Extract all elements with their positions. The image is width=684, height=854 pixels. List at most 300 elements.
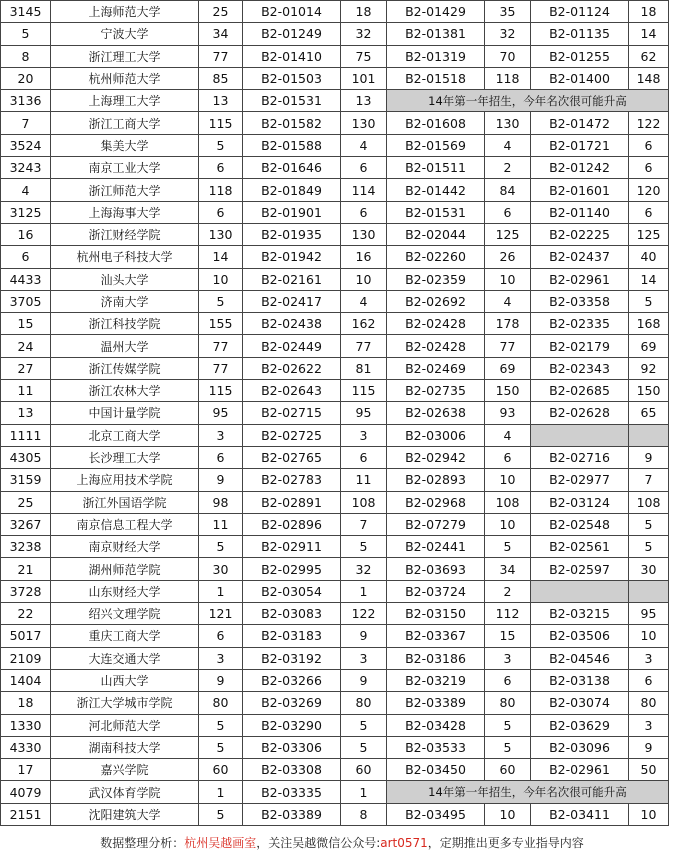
plan-count: 1 — [199, 580, 243, 602]
rank-2013: B2-02044 — [387, 223, 485, 245]
rank-2012: B2-03506 — [531, 625, 629, 647]
rank-2013: B2-01569 — [387, 134, 485, 156]
rank-2012: B2-01472 — [531, 112, 629, 134]
table-row — [1, 580, 669, 602]
plan-count: 14 — [199, 246, 243, 268]
rank-2013: B2-02942 — [387, 446, 485, 468]
count-2014: 80 — [341, 692, 387, 714]
rank-2013: B2-02692 — [387, 290, 485, 312]
count-2012: 10 — [629, 803, 669, 825]
count-2014: 108 — [341, 491, 387, 513]
rank-2012: B2-01400 — [531, 67, 629, 89]
school-name: 宁波大学 — [51, 23, 199, 45]
count-2014: 5 — [341, 536, 387, 558]
school-code: 3136 — [1, 90, 51, 112]
count-2014: 101 — [341, 67, 387, 89]
school-name: 河北师范大学 — [51, 714, 199, 736]
count-2013: 10 — [485, 268, 531, 290]
plan-count: 3 — [199, 647, 243, 669]
school-name: 杭州师范大学 — [51, 67, 199, 89]
count-2013: 4 — [485, 290, 531, 312]
school-code: 3159 — [1, 469, 51, 491]
rank-2012: B2-03138 — [531, 669, 629, 691]
school-name: 武汉体育学院 — [51, 781, 199, 803]
table-row — [1, 669, 669, 691]
plan-count: 5 — [199, 736, 243, 758]
count-2013: 10 — [485, 513, 531, 535]
table-row — [1, 402, 669, 424]
rank-2014: B2-02449 — [243, 335, 341, 357]
rank-2013: B2-01429 — [387, 1, 485, 23]
school-code: 3238 — [1, 536, 51, 558]
table-row — [1, 803, 669, 825]
table-row — [1, 603, 669, 625]
table-row — [1, 179, 669, 201]
rank-2013: B2-03006 — [387, 424, 485, 446]
count-2013: 130 — [485, 112, 531, 134]
school-code: 22 — [1, 603, 51, 625]
count-2012: 122 — [629, 112, 669, 134]
count-2012: 6 — [629, 157, 669, 179]
count-2012: 148 — [629, 67, 669, 89]
count-2013: 4 — [485, 424, 531, 446]
rank-2013: B2-02428 — [387, 335, 485, 357]
school-name: 汕头大学 — [51, 268, 199, 290]
school-name: 中国计量学院 — [51, 402, 199, 424]
rank-2012: B2-01140 — [531, 201, 629, 223]
count-2012: 40 — [629, 246, 669, 268]
count-2013: 178 — [485, 313, 531, 335]
count-2014: 60 — [341, 759, 387, 781]
school-name: 上海师范大学 — [51, 1, 199, 23]
school-code: 25 — [1, 491, 51, 513]
school-name: 浙江农林大学 — [51, 380, 199, 402]
school-code: 5017 — [1, 625, 51, 647]
table-row — [1, 290, 669, 312]
table-row — [1, 513, 669, 535]
school-name: 长沙理工大学 — [51, 446, 199, 468]
plan-count: 11 — [199, 513, 243, 535]
count-2013: 125 — [485, 223, 531, 245]
count-2014: 115 — [341, 380, 387, 402]
count-2013: 84 — [485, 179, 531, 201]
rank-2012: B2-02977 — [531, 469, 629, 491]
rank-2014: B2-03083 — [243, 603, 341, 625]
plan-count: 115 — [199, 380, 243, 402]
table-row — [1, 112, 669, 134]
rank-2014: B2-02643 — [243, 380, 341, 402]
rank-2014: B2-03266 — [243, 669, 341, 691]
rank-2012: B2-01255 — [531, 45, 629, 67]
count-2013: 60 — [485, 759, 531, 781]
count-2013: 2 — [485, 157, 531, 179]
rank-2012: B2-02335 — [531, 313, 629, 335]
count-2012: 125 — [629, 223, 669, 245]
school-code: 3243 — [1, 157, 51, 179]
rank-2012: B2-02716 — [531, 446, 629, 468]
count-2012: 92 — [629, 357, 669, 379]
count-2012: 95 — [629, 603, 669, 625]
rank-2013: B2-01518 — [387, 67, 485, 89]
count-2014: 4 — [341, 134, 387, 156]
school-name: 南京信息工程大学 — [51, 513, 199, 535]
count-2012: 3 — [629, 714, 669, 736]
rank-2014: B2-02725 — [243, 424, 341, 446]
plan-count: 77 — [199, 45, 243, 67]
rank-2014: B2-01410 — [243, 45, 341, 67]
rank-2013: B2-03389 — [387, 692, 485, 714]
count-2012: 10 — [629, 625, 669, 647]
rank-2014: B2-01531 — [243, 90, 341, 112]
count-2012: 3 — [629, 647, 669, 669]
empty-cell — [629, 424, 669, 446]
school-name: 南京工业大学 — [51, 157, 199, 179]
count-2014: 11 — [341, 469, 387, 491]
count-2012: 108 — [629, 491, 669, 513]
rank-2014: B2-01935 — [243, 223, 341, 245]
count-2012: 120 — [629, 179, 669, 201]
table-row — [1, 335, 669, 357]
rank-2012: B2-03629 — [531, 714, 629, 736]
school-name: 集美大学 — [51, 134, 199, 156]
school-name: 北京工商大学 — [51, 424, 199, 446]
empty-cell — [629, 580, 669, 602]
school-name: 浙江传媒学院 — [51, 357, 199, 379]
count-2012: 5 — [629, 513, 669, 535]
count-2013: 6 — [485, 669, 531, 691]
plan-count: 60 — [199, 759, 243, 781]
rank-2013: B2-02260 — [387, 246, 485, 268]
rank-2013: B2-02735 — [387, 380, 485, 402]
plan-count: 80 — [199, 692, 243, 714]
count-2014: 7 — [341, 513, 387, 535]
school-code: 11 — [1, 380, 51, 402]
rank-2012: B2-02597 — [531, 558, 629, 580]
table-row — [1, 201, 669, 223]
plan-count: 34 — [199, 23, 243, 45]
count-2013: 108 — [485, 491, 531, 513]
count-2012: 150 — [629, 380, 669, 402]
rank-2013: B2-02638 — [387, 402, 485, 424]
school-code: 4 — [1, 179, 51, 201]
count-2013: 80 — [485, 692, 531, 714]
school-code: 3267 — [1, 513, 51, 535]
rank-2014: B2-03389 — [243, 803, 341, 825]
school-name: 湖州师范学院 — [51, 558, 199, 580]
count-2014: 81 — [341, 357, 387, 379]
rank-2013: B2-01381 — [387, 23, 485, 45]
count-2013: 77 — [485, 335, 531, 357]
count-2013: 26 — [485, 246, 531, 268]
rank-2013: B2-02893 — [387, 469, 485, 491]
plan-count: 6 — [199, 201, 243, 223]
rank-2012: B2-01242 — [531, 157, 629, 179]
plan-count: 77 — [199, 357, 243, 379]
count-2012: 50 — [629, 759, 669, 781]
school-name: 重庆工商大学 — [51, 625, 199, 647]
rank-2012: B2-02685 — [531, 380, 629, 402]
table-row — [1, 45, 669, 67]
studio-name: 杭州吴越画室 — [184, 836, 257, 850]
table-row — [1, 67, 669, 89]
school-code: 2151 — [1, 803, 51, 825]
school-code: 4079 — [1, 781, 51, 803]
count-2012: 5 — [629, 536, 669, 558]
table-row — [1, 23, 669, 45]
school-code: 24 — [1, 335, 51, 357]
rank-2013: B2-03219 — [387, 669, 485, 691]
count-2014: 122 — [341, 603, 387, 625]
count-2014: 3 — [341, 424, 387, 446]
count-2013: 34 — [485, 558, 531, 580]
school-code: 4433 — [1, 268, 51, 290]
count-2013: 5 — [485, 536, 531, 558]
rank-2012: B2-03124 — [531, 491, 629, 513]
rank-2012: B2-02561 — [531, 536, 629, 558]
count-2014: 10 — [341, 268, 387, 290]
plan-count: 6 — [199, 446, 243, 468]
school-code: 15 — [1, 313, 51, 335]
table-row — [1, 469, 669, 491]
rank-2014: B2-01503 — [243, 67, 341, 89]
rank-2013: B2-03533 — [387, 736, 485, 758]
table-body — [1, 1, 669, 826]
table-row — [1, 647, 669, 669]
school-name: 上海应用技术学院 — [51, 469, 199, 491]
table-row — [1, 536, 669, 558]
school-code: 21 — [1, 558, 51, 580]
table-row — [1, 268, 669, 290]
table-row — [1, 759, 669, 781]
school-name: 浙江科技学院 — [51, 313, 199, 335]
rank-2013: B2-03724 — [387, 580, 485, 602]
plan-count: 1 — [199, 781, 243, 803]
rank-2012: B2-04546 — [531, 647, 629, 669]
rank-2013: B2-01319 — [387, 45, 485, 67]
rank-2014: B2-02896 — [243, 513, 341, 535]
plan-count: 13 — [199, 90, 243, 112]
count-2014: 5 — [341, 736, 387, 758]
count-2014: 1 — [341, 781, 387, 803]
school-name: 浙江工商大学 — [51, 112, 199, 134]
rank-2012: B2-02961 — [531, 268, 629, 290]
rank-2014: B2-03308 — [243, 759, 341, 781]
count-2014: 75 — [341, 45, 387, 67]
table-row — [1, 625, 669, 647]
rank-2013: B2-03693 — [387, 558, 485, 580]
rank-2013: B2-01608 — [387, 112, 485, 134]
rank-2013: B2-03150 — [387, 603, 485, 625]
count-2014: 77 — [341, 335, 387, 357]
school-code: 6 — [1, 246, 51, 268]
rank-2012: B2-01124 — [531, 1, 629, 23]
table-row — [1, 357, 669, 379]
rank-2014: B2-03335 — [243, 781, 341, 803]
plan-count: 30 — [199, 558, 243, 580]
count-2014: 6 — [341, 446, 387, 468]
rank-2014: B2-02783 — [243, 469, 341, 491]
count-2014: 5 — [341, 714, 387, 736]
school-code: 3728 — [1, 580, 51, 602]
rank-2012: B2-01601 — [531, 179, 629, 201]
plan-count: 85 — [199, 67, 243, 89]
school-name: 浙江外国语学院 — [51, 491, 199, 513]
count-2012: 6 — [629, 134, 669, 156]
table-row — [1, 157, 669, 179]
rank-2013: B2-03495 — [387, 803, 485, 825]
table-row — [1, 90, 669, 112]
school-name: 上海理工大学 — [51, 90, 199, 112]
plan-count: 10 — [199, 268, 243, 290]
school-code: 1330 — [1, 714, 51, 736]
footer-note — [0, 834, 684, 851]
school-code: 8 — [1, 45, 51, 67]
rank-2012: B2-03215 — [531, 603, 629, 625]
rank-2014: B2-03290 — [243, 714, 341, 736]
plan-count: 5 — [199, 803, 243, 825]
rank-2014: B2-02765 — [243, 446, 341, 468]
table-row — [1, 1, 669, 23]
rank-2013: B2-02469 — [387, 357, 485, 379]
school-name: 山东财经大学 — [51, 580, 199, 602]
count-2013: 4 — [485, 134, 531, 156]
rank-2013: B2-02428 — [387, 313, 485, 335]
school-name: 温州大学 — [51, 335, 199, 357]
plan-count: 130 — [199, 223, 243, 245]
count-2013: 6 — [485, 201, 531, 223]
rank-2012: B2-02179 — [531, 335, 629, 357]
count-2013: 5 — [485, 714, 531, 736]
count-2014: 18 — [341, 1, 387, 23]
count-2012: 30 — [629, 558, 669, 580]
count-2012: 9 — [629, 446, 669, 468]
school-code: 4330 — [1, 736, 51, 758]
rank-2012: B2-03096 — [531, 736, 629, 758]
table-row — [1, 246, 669, 268]
count-2012: 62 — [629, 45, 669, 67]
plan-count: 9 — [199, 669, 243, 691]
rank-2012: B2-02628 — [531, 402, 629, 424]
school-code: 3125 — [1, 201, 51, 223]
school-code: 17 — [1, 759, 51, 781]
school-code: 1404 — [1, 669, 51, 691]
rank-2014: B2-01249 — [243, 23, 341, 45]
first-year-note: 14年第一年招生，今年名次很可能升高 — [387, 781, 669, 803]
school-name: 绍兴文理学院 — [51, 603, 199, 625]
footer-middle: ，关注吴越微信公众号: — [256, 836, 381, 850]
rank-2012: B2-02437 — [531, 246, 629, 268]
school-name: 南京财经大学 — [51, 536, 199, 558]
table-row — [1, 736, 669, 758]
rank-2013: B2-03186 — [387, 647, 485, 669]
count-2013: 35 — [485, 1, 531, 23]
empty-cell — [531, 424, 629, 446]
rank-2013: B2-01511 — [387, 157, 485, 179]
school-name: 济南大学 — [51, 290, 199, 312]
rank-2013: B2-03450 — [387, 759, 485, 781]
rank-2014: B2-02622 — [243, 357, 341, 379]
school-code: 5 — [1, 23, 51, 45]
rank-2013: B2-03367 — [387, 625, 485, 647]
rank-2012: B2-01135 — [531, 23, 629, 45]
plan-count: 9 — [199, 469, 243, 491]
school-code: 3524 — [1, 134, 51, 156]
count-2012: 7 — [629, 469, 669, 491]
rank-2013: B2-01531 — [387, 201, 485, 223]
rank-2013: B2-02359 — [387, 268, 485, 290]
count-2013: 2 — [485, 580, 531, 602]
rank-2012: B2-02961 — [531, 759, 629, 781]
count-2012: 9 — [629, 736, 669, 758]
wechat-account: art0571 — [380, 836, 428, 850]
count-2014: 130 — [341, 112, 387, 134]
rank-2014: B2-02911 — [243, 536, 341, 558]
rank-2014: B2-03183 — [243, 625, 341, 647]
empty-cell — [531, 580, 629, 602]
count-2013: 69 — [485, 357, 531, 379]
table-row — [1, 313, 669, 335]
plan-count: 6 — [199, 157, 243, 179]
rank-2014: B2-03054 — [243, 580, 341, 602]
school-code: 16 — [1, 223, 51, 245]
count-2013: 3 — [485, 647, 531, 669]
rank-2014: B2-03192 — [243, 647, 341, 669]
plan-count: 5 — [199, 536, 243, 558]
rank-2014: B2-02417 — [243, 290, 341, 312]
school-code: 7 — [1, 112, 51, 134]
rank-2012: B2-03358 — [531, 290, 629, 312]
count-2012: 5 — [629, 290, 669, 312]
school-code: 13 — [1, 402, 51, 424]
school-name: 山西大学 — [51, 669, 199, 691]
school-name: 浙江理工大学 — [51, 45, 199, 67]
count-2012: 18 — [629, 1, 669, 23]
school-code: 1111 — [1, 424, 51, 446]
rank-2012: B2-02225 — [531, 223, 629, 245]
count-2014: 3 — [341, 647, 387, 669]
plan-count: 118 — [199, 179, 243, 201]
rank-2014: B2-02891 — [243, 491, 341, 513]
school-name: 沈阳建筑大学 — [51, 803, 199, 825]
count-2012: 168 — [629, 313, 669, 335]
rank-2014: B2-03306 — [243, 736, 341, 758]
count-2014: 95 — [341, 402, 387, 424]
count-2013: 118 — [485, 67, 531, 89]
plan-count: 121 — [199, 603, 243, 625]
rank-2014: B2-01588 — [243, 134, 341, 156]
count-2014: 162 — [341, 313, 387, 335]
table-row — [1, 223, 669, 245]
count-2012: 65 — [629, 402, 669, 424]
count-2014: 130 — [341, 223, 387, 245]
school-code: 27 — [1, 357, 51, 379]
school-code: 2109 — [1, 647, 51, 669]
count-2014: 8 — [341, 803, 387, 825]
plan-count: 5 — [199, 134, 243, 156]
count-2014: 6 — [341, 201, 387, 223]
count-2013: 112 — [485, 603, 531, 625]
count-2013: 150 — [485, 380, 531, 402]
rank-2012: B2-03074 — [531, 692, 629, 714]
rank-2014: B2-01014 — [243, 1, 341, 23]
count-2013: 15 — [485, 625, 531, 647]
school-name: 浙江财经学院 — [51, 223, 199, 245]
rank-2013: B2-03428 — [387, 714, 485, 736]
rank-2014: B2-01582 — [243, 112, 341, 134]
rank-2013: B2-02968 — [387, 491, 485, 513]
count-2013: 10 — [485, 469, 531, 491]
count-2014: 6 — [341, 157, 387, 179]
